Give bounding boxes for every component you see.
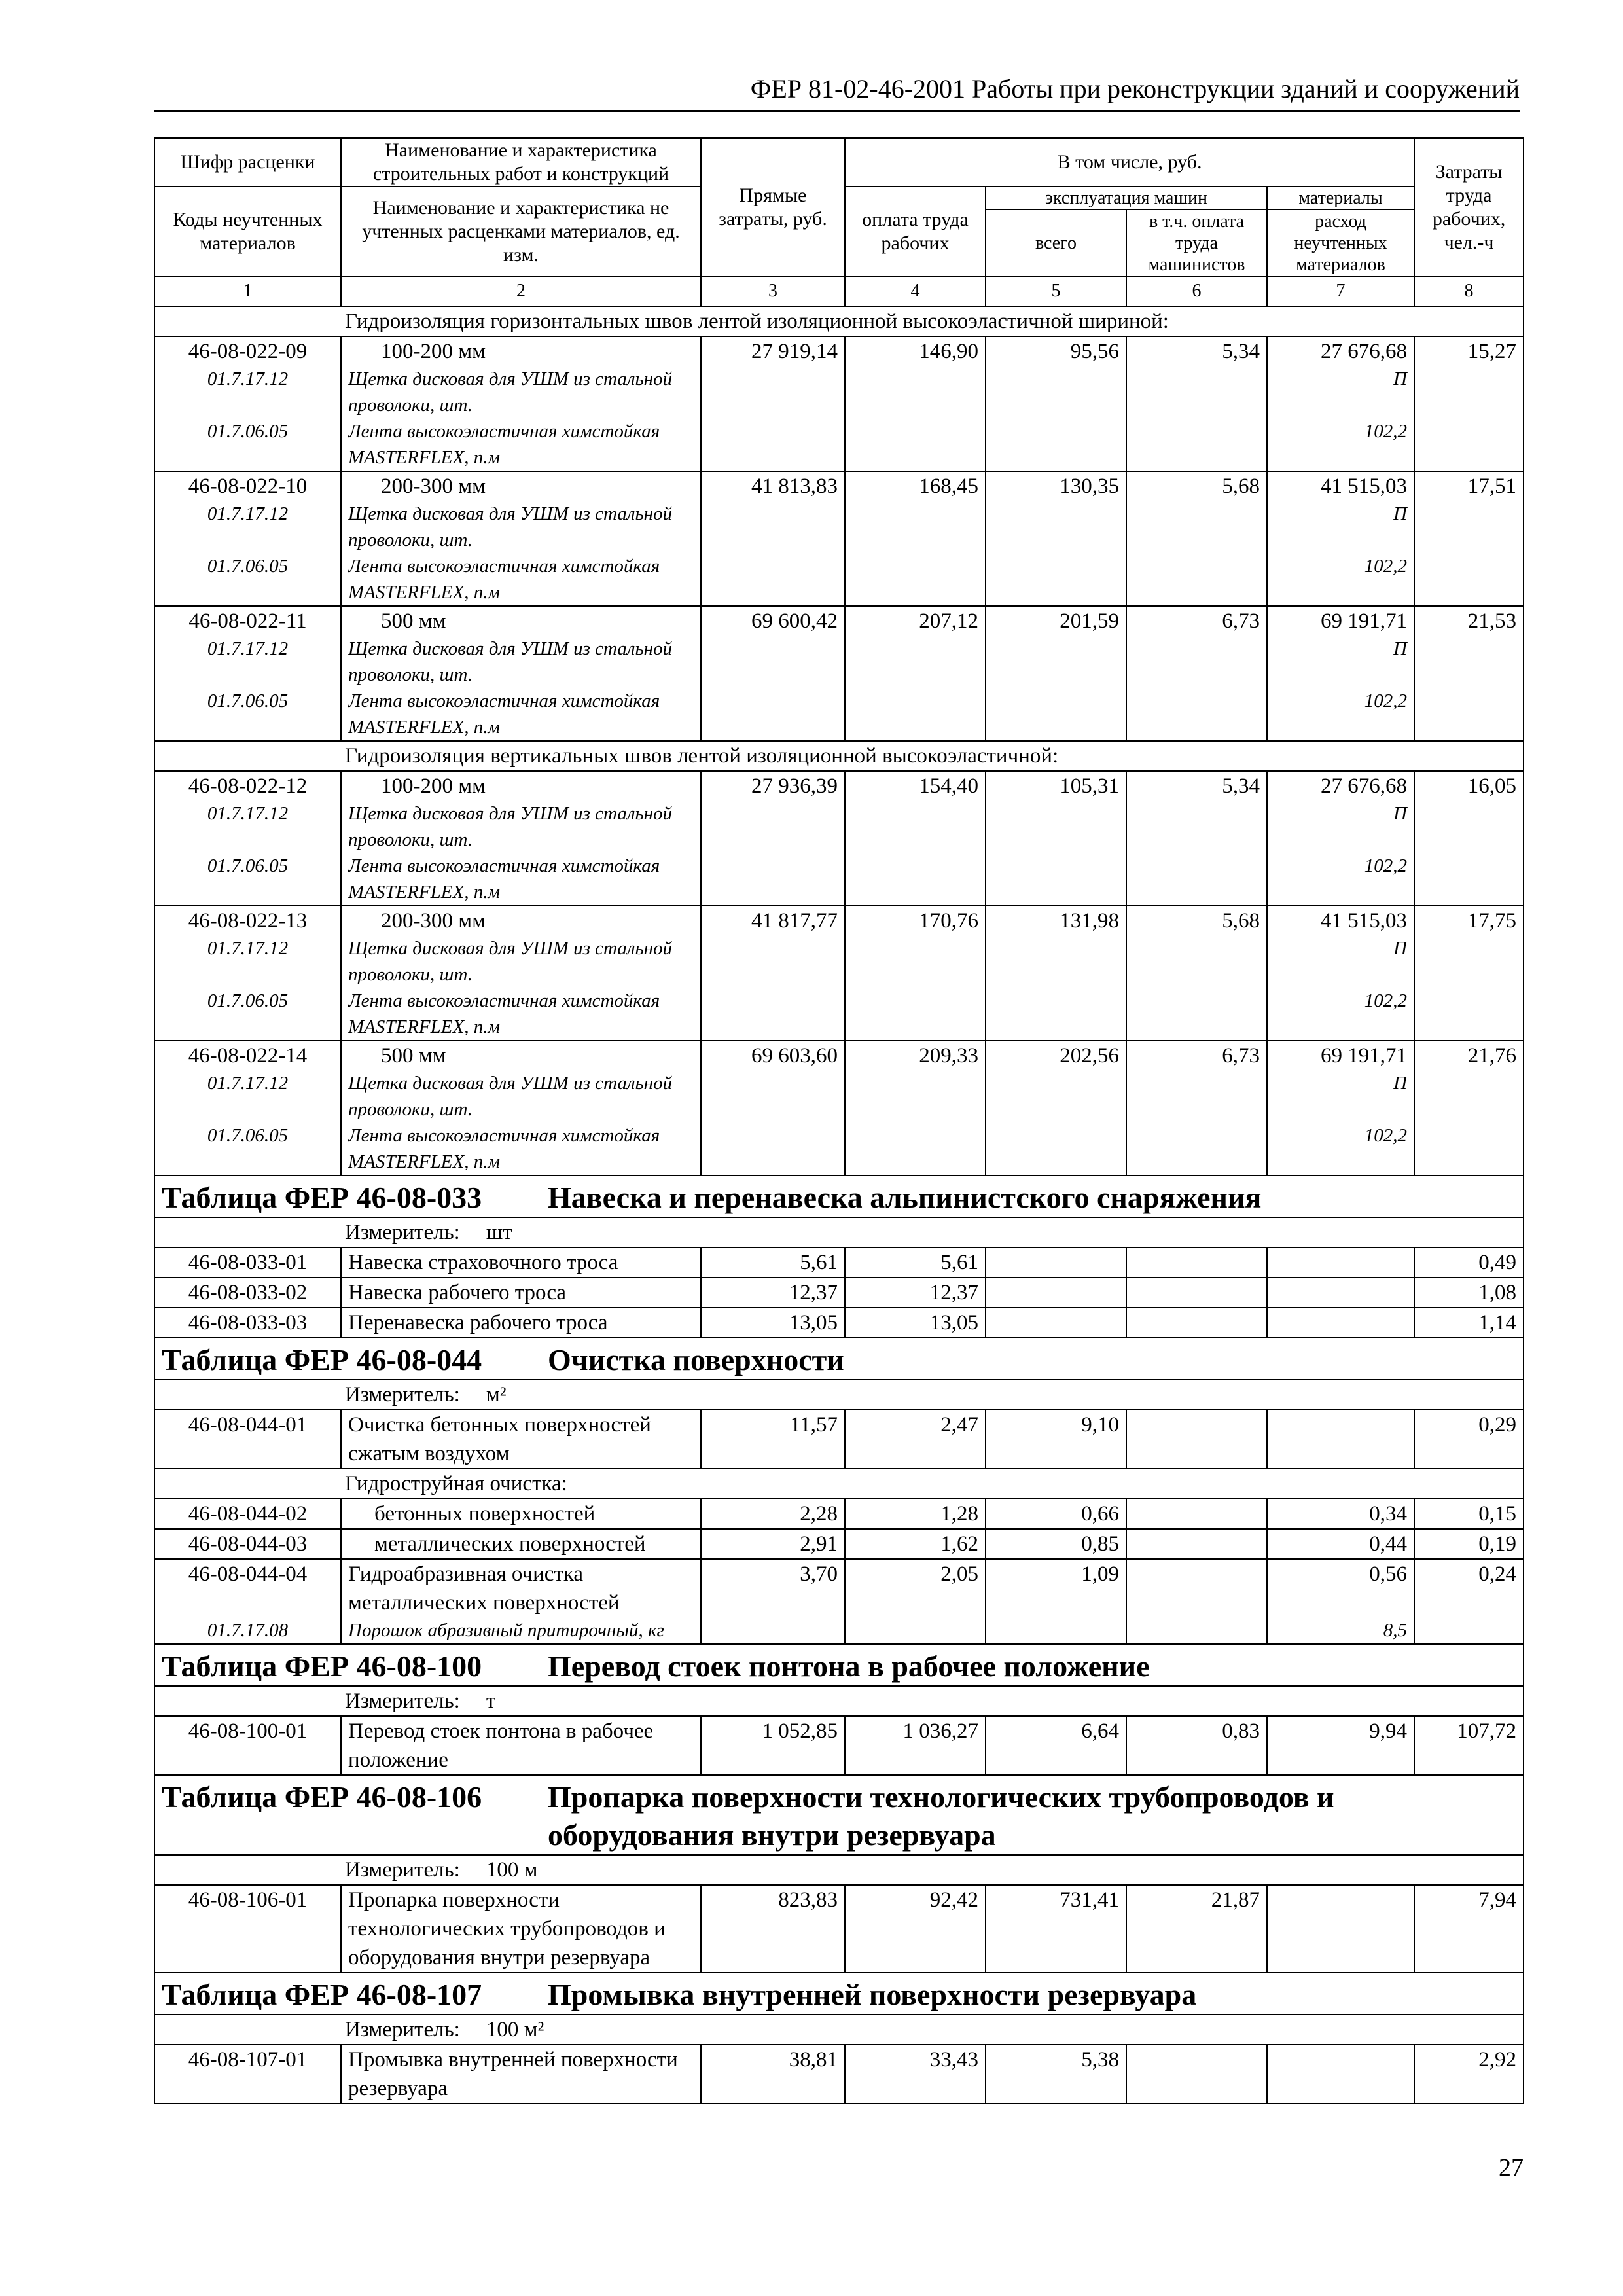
col-labor: Затраты труда рабочих, чел.-ч <box>1414 138 1524 276</box>
section2-rows <box>154 771 1524 1175</box>
table-row: 46-08-100-01 Перевод стоек понтона в рабочее положение 1 052,85 1 036,27 6,64 0,83 9,94 107,72 <box>154 1716 1524 1775</box>
col-wages: оплата труда рабочих <box>845 187 986 276</box>
col-num: 5 <box>986 276 1126 306</box>
table-title-107: Таблица ФЕР 46-08-107 Промывка внутренней поверхности резервуара <box>154 1973 1524 2015</box>
col-num: 3 <box>701 276 845 306</box>
page-number: 27 <box>1499 2154 1524 2181</box>
t033-rows <box>154 1247 1524 1338</box>
table-row: 46-08-022-11 01.7.17.12 01.7.06.05 500 мм Щетка дисковая для УШМ из стальной проволоки, шт. Лента высокоэластичная химстойкая MASTERFLEX, п.м 69 600,42 207,12 201,59 6,73 69 191,71 П 102,2 21,53 <box>154 606 1524 741</box>
price-table <box>154 137 1524 2104</box>
table-row: 46-08-022-14 01.7.17.12 01.7.06.05 500 мм Щетка дисковая для УШМ из стальной проволоки, шт. Лента высокоэластичная химстойкая MASTERFLEX, п.м 69 603,60 209,33 202,56 6,73 69 191,71 П 102,2 21,76 <box>154 1041 1524 1175</box>
col-mat-use: расход неучтенных материалов <box>1267 209 1414 276</box>
table-row: 46-08-022-13 01.7.17.12 01.7.06.05 200-300 мм Щетка дисковая для УШМ из стальной проволоки, шт. Лента высокоэластичная химстойкая MASTERFLEX, п.м 41 817,77 170,76 131,98 5,68 41 515,03 П 102,2 17,75 <box>154 906 1524 1041</box>
table-row: 46-08-033-03 Перенавеска рабочего троса 13,05 13,05 1,14 <box>154 1308 1524 1338</box>
col-incl: В том числе, руб. <box>845 138 1414 187</box>
col-num: 4 <box>845 276 986 306</box>
table-row: 46-08-044-02 бетонных поверхностей 2,28 1,28 0,66 0,34 0,15 <box>154 1499 1524 1529</box>
table-title-100: Таблица ФЕР 46-08-100 Перевод стоек понтона в рабочее положение <box>154 1644 1524 1686</box>
header-row-1 <box>154 138 1524 187</box>
col-mach-wages: в т.ч. оплата труда машинистов <box>1126 209 1267 276</box>
meter-033: Измеритель: шт <box>154 1217 1524 1247</box>
table-title-033: Таблица ФЕР 46-08-033 Навеска и перенавеска альпинистского снаряжения <box>154 1175 1524 1217</box>
table-row: 46-08-022-12 01.7.17.12 01.7.06.05 100-200 мм Щетка дисковая для УШМ из стальной проволоки, шт. Лента высокоэластичная химстойкая MASTERFLEX, п.м 27 936,39 154,40 105,31 5,34 27 676,68 П 102,2 16,05 <box>154 771 1524 906</box>
meter-044: Измеритель: м² <box>154 1380 1524 1410</box>
meter-100: Измеритель: т <box>154 1686 1524 1716</box>
col-direct: Прямые затраты, руб. <box>701 138 845 276</box>
col-name-top: Наименование и характеристика строительных работ и конструкций <box>341 138 701 187</box>
section-title: Гидроизоляция вертикальных швов лентой изоляционной высокоэластичной: <box>154 741 1524 771</box>
col-machines: эксплуатация машин <box>986 187 1267 209</box>
table-row: 46-08-022-09 01.7.17.12 01.7.06.05 100-200 мм Щетка дисковая для УШМ из стальной проволоки, шт. Лента высокоэластичная химстойкая MASTERFLEX, п.м 27 919,14 146,90 95,56 5,34 27 676,68 П 102,2 15,27 <box>154 336 1524 471</box>
table-row: 46-08-106-01 Пропарка поверхности технологических трубопроводов и оборудования внутри резервуара 823,83 92,42 731,41 21,87 7,94 <box>154 1885 1524 1973</box>
col-num: 1 <box>154 276 341 306</box>
col-num: 6 <box>1126 276 1267 306</box>
table-title-106: Таблица ФЕР 46-08-106 Пропарка поверхности технологических трубопроводов и оборудования внутри резервуара <box>154 1775 1524 1855</box>
table-row: 46-08-044-04 01.7.17.08 Гидроабразивная очистка металлических поверхностей Порошок абразивный притирочный, кг 3,70 2,05 1,09 0,56 8,5 0,24 <box>154 1559 1524 1644</box>
table-row: 46-08-022-10 01.7.17.12 01.7.06.05 200-300 мм Щетка дисковая для УШМ из стальной проволоки, шт. Лента высокоэластичная химстойкая MASTERFLEX, п.м 41 813,83 168,45 130,35 5,68 41 515,03 П 102,2 17,51 <box>154 471 1524 606</box>
section-title: Гидроизоляция горизонтальных швов лентой изоляционной высокоэластичной шириной: <box>154 306 1524 336</box>
table-row: 46-08-033-01 Навеска страховочного троса 5,61 5,61 0,49 <box>154 1247 1524 1278</box>
table-row: 46-08-044-03 металлических поверхностей 2,91 1,62 0,85 0,44 0,19 <box>154 1529 1524 1559</box>
col-codes-unacc: Коды неучтенных материалов <box>154 187 341 276</box>
col-code: Шифр расценки <box>154 138 341 187</box>
table-title-044: Таблица ФЕР 46-08-044 Очистка поверхности <box>154 1338 1524 1380</box>
subsection-title: Гидроструйная очистка: <box>154 1469 1524 1499</box>
page-header: ФЕР 81-02-46-2001 Работы при реконструкции зданий и сооружений <box>154 71 1520 112</box>
column-numbers-row <box>154 276 1524 306</box>
col-mach-total: всего <box>986 209 1126 276</box>
col-name-bottom: Наименование и характеристика не учтенных расценками материалов, ед. изм. <box>341 187 701 276</box>
section1-rows <box>154 336 1524 741</box>
col-materials: материалы <box>1267 187 1414 209</box>
meter-106: Измеритель: 100 м <box>154 1855 1524 1885</box>
table-row: 46-08-044-01 Очистка бетонных поверхностей сжатым воздухом 11,57 2,47 9,10 0,29 <box>154 1410 1524 1469</box>
col-num: 2 <box>341 276 701 306</box>
table-row: 46-08-033-02 Навеска рабочего троса 12,37 12,37 1,08 <box>154 1278 1524 1308</box>
col-num: 7 <box>1267 276 1414 306</box>
table-row: 46-08-107-01 Промывка внутренней поверхности резервуара 38,81 33,43 5,38 2,92 <box>154 2045 1524 2104</box>
meter-107: Измеритель: 100 м² <box>154 2015 1524 2045</box>
col-num: 8 <box>1414 276 1524 306</box>
